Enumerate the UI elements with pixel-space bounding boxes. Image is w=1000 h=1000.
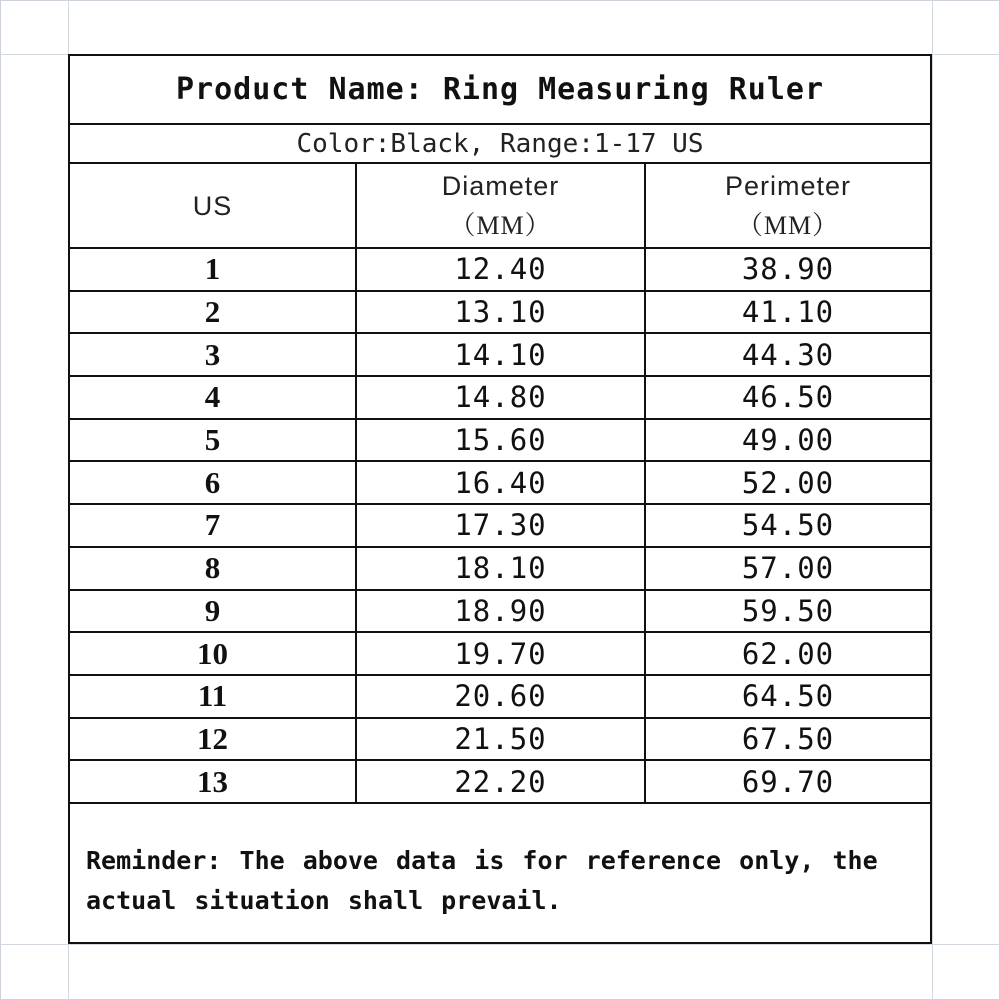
cell-perimeter: 69.70 xyxy=(646,761,930,804)
cell-us: 12 xyxy=(70,719,357,762)
size-chart-table xyxy=(68,54,932,944)
cell-us: 8 xyxy=(70,548,357,591)
cell-diameter: 17.30 xyxy=(357,505,646,548)
table-body xyxy=(70,249,930,804)
cell-perimeter: 64.50 xyxy=(646,676,930,719)
cell-us: 3 xyxy=(70,334,357,377)
cell-perimeter: 49.00 xyxy=(646,420,930,463)
cell-us: 9 xyxy=(70,591,357,634)
product-subtitle: Color:Black, Range:1-17 US xyxy=(70,125,930,164)
header-diameter xyxy=(357,164,646,249)
cell-us: 5 xyxy=(70,420,357,463)
header-us xyxy=(70,164,357,249)
header-diameter-unit: （MM） xyxy=(449,210,552,240)
cell-us: 13 xyxy=(70,761,357,804)
cell-perimeter: 46.50 xyxy=(646,377,930,420)
cell-us: 6 xyxy=(70,462,357,505)
cell-diameter: 12.40 xyxy=(357,249,646,292)
cell-diameter: 14.80 xyxy=(357,377,646,420)
cell-diameter: 16.40 xyxy=(357,462,646,505)
header-us-label: US xyxy=(192,190,233,221)
product-title: Product Name: Ring Measuring Ruler xyxy=(70,56,930,125)
cell-diameter: 15.60 xyxy=(357,420,646,463)
cell-us: 10 xyxy=(70,633,357,676)
cell-perimeter: 67.50 xyxy=(646,719,930,762)
guide-line-right xyxy=(932,0,933,1000)
guide-line-bottom xyxy=(0,944,1000,945)
header-perimeter-unit: （MM） xyxy=(736,210,840,240)
cell-perimeter: 44.30 xyxy=(646,334,930,377)
cell-diameter: 19.70 xyxy=(357,633,646,676)
cell-perimeter: 59.50 xyxy=(646,591,930,634)
cell-perimeter: 54.50 xyxy=(646,505,930,548)
header-diameter-label: Diameter xyxy=(441,170,560,201)
cell-us: 2 xyxy=(70,292,357,335)
cell-perimeter: 38.90 xyxy=(646,249,930,292)
cell-diameter: 22.20 xyxy=(357,761,646,804)
table-header xyxy=(70,164,930,249)
cell-diameter: 13.10 xyxy=(357,292,646,335)
cell-us: 7 xyxy=(70,505,357,548)
cell-diameter: 20.60 xyxy=(357,676,646,719)
reminder-note: Reminder: The above data is for reference only, the actual situation shall prevail. xyxy=(86,846,878,915)
header-perimeter xyxy=(646,164,930,249)
cell-us: 4 xyxy=(70,377,357,420)
cell-diameter: 14.10 xyxy=(357,334,646,377)
cell-us: 1 xyxy=(70,249,357,292)
cell-perimeter: 41.10 xyxy=(646,292,930,335)
cell-us: 11 xyxy=(70,676,357,719)
cell-diameter: 21.50 xyxy=(357,719,646,762)
cell-diameter: 18.10 xyxy=(357,548,646,591)
cell-diameter: 18.90 xyxy=(357,591,646,634)
cell-perimeter: 52.00 xyxy=(646,462,930,505)
cell-perimeter: 62.00 xyxy=(646,633,930,676)
cell-perimeter: 57.00 xyxy=(646,548,930,591)
header-perimeter-label: Perimeter xyxy=(724,170,852,201)
